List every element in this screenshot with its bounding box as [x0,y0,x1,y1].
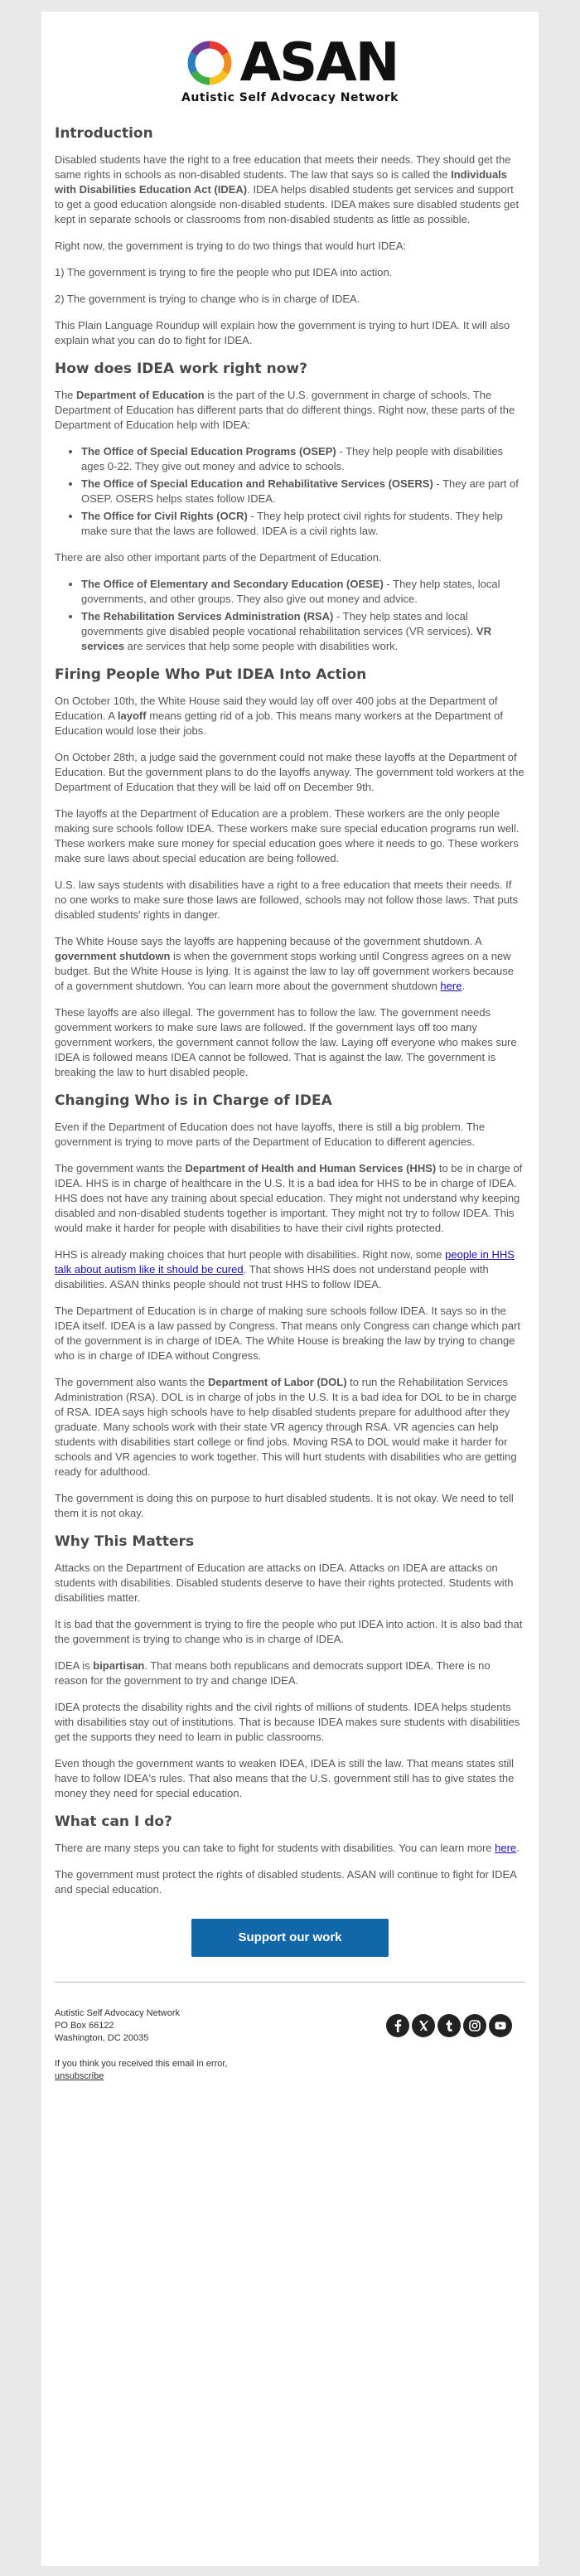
list-item: • The Rehabilitation Services Administration (RSA) - They help states and local governments give disabled people vocational rehabilitation services (VR services). VR services are services that help some people with disabilities work. [81,609,525,654]
footer [55,2007,525,2083]
youtube-icon[interactable] [489,2014,512,2037]
why-paragraph: IDEA is bipartisan. That means both republicans and democrats support IDEA. There is no reason for the government to try and change IDEA. [55,1659,491,1687]
logo-tagline: Autistic Self Advocacy Network [181,91,399,104]
why-heading: Why This Matters [55,1533,195,1550]
changing-paragraph: Even if the Department of Education does not have layoffs, there is still a big problem. The government is trying to move parts of the Department of Education to different agencies. [55,1121,486,1148]
why-paragraph: Attacks on the Department of Education are attacks on IDEA. Attacks on IDEA are attacks on students with disabilities. Disabled students deserve to have their rights protected. Students with disabilities matter. [55,1562,514,1604]
footer-divider [55,1982,525,1983]
support-our-work-button[interactable]: Support our work [191,1919,389,1957]
what-heading: What can I do? [55,1813,172,1830]
instagram-icon[interactable] [463,2014,486,2037]
changing-paragraph: HHS is already making choices that hurt people with disabilities. Right now, some people in HHS talk about autism like it should be cured. That shows HHS does not understand people with disabilities. ASAN thinks people should not trust HHS to follow IDEA. [55,1248,515,1290]
firing-paragraph: On October 28th, a judge said the government could not make these layoffs at the Department of Education. But the government plans to do the layoffs anyway. The government told workers at the Department of Education that they will be laid off on December 9th. [55,751,524,793]
hhs-autism-link[interactable]: people in HHS talk about autism like it should be cured [55,1248,515,1276]
intro-paragraph: 2) The government is trying to change who is in charge of IDEA. [55,293,360,305]
intro-paragraph: 1) The government is trying to fire the people who put IDEA into action. [55,266,393,278]
how-paragraph: The Department of Education is the part of the U.S. government in charge of schools. The Department of Education has different parts that do different things. Right now, these parts of the Department of Education help with IDEA: [55,389,515,431]
why-paragraph: It is bad that the government is trying to fire the people who put IDEA into action. It is also bad that the government is trying to change who is in charge of IDEA. [55,1618,523,1645]
logo-wordmark: ASAN [239,32,399,94]
how-heading: How does IDEA work right now? [55,361,307,377]
firing-paragraph: These layoffs are also illegal. The government has to follow the law. The government needs government workers to make sure laws are followed. If the government lays off too many government workers, the government cannot follow the law. Laying off everyone who makes sure IDEA is followed means IDEA cannot be followed. That is against the law. The government is breaking the law to hurt disabled people. [55,1006,517,1078]
intro-paragraph: Right now, the government is trying to do two things that would hurt IDEA: [55,240,407,252]
why-paragraph: IDEA protects the disability rights and the civil rights of millions of students. IDEA helps students with disabilities stay out of institutions. That is because IDEA makes sure students with disabilities get the supports they need to learn in public classrooms. [55,1701,520,1743]
rainbow-infinity-icon [182,38,237,88]
facebook-icon[interactable] [386,2014,409,2037]
firing-paragraph: The layoffs at the Department of Education are a problem. These workers are the only people making sure schools follow IDEA. These workers make sure special education programs run well. These workers make sure money for special education goes where it needs to go. These workers make sure laws about special education are being followed. [55,807,520,864]
intro-paragraph: This Plain Language Roundup will explain how the government is trying to hurt IDEA. It will also explain what you can do to fight for IDEA. [55,319,510,346]
changing-paragraph: The Department of Education is in charge of making sure schools follow IDEA. It says so in the IDEA itself. IDEA is a law passed by Congress. That means only Congress can change which part of the government is in charge of IDEA. The White House is breaking the law by trying to change who is in charge of IDEA without Congress. [55,1305,520,1362]
tumblr-icon[interactable] [437,2014,461,2037]
what-paragraph: The government must protect the rights of disabled students. ASAN will continue to fight for IDEA and special education. [55,1868,517,1896]
mailing-address: Autistic Self Advocacy Network PO Box 66122 Washington, DC 20035 [55,2008,181,2043]
list-item: • The Office of Special Education Programs (OSEP) - They help people with disabilities ages 0-22. They give out money and advice to schools. [81,444,525,474]
firing-paragraph: U.S. law says students with disabilities have a right to a free education that meets their needs. If no one works to make sure those laws are followed, schools may not follow those laws. That puts disabled students' rights in danger. [55,879,519,921]
newsletter-body [41,103,539,2083]
firing-paragraph: The White House says the layoffs are happening because of the government shutdown. A government shutdown is when the government stops working until Congress agrees on a new budget. But the White House is lying. It is against the law to lay off government workers because of a government shutdown. You can learn more about the government shutdown here. [55,935,514,992]
other-offices-list [55,577,525,654]
unsubscribe-link[interactable]: unsubscribe [55,2071,104,2081]
offices-list [55,444,525,539]
list-item: • The Office of Elementary and Secondary Education (OESE) - They help states, local governments, and other groups. They also give out money and advice. [81,577,525,607]
email-card [41,12,539,2566]
firing-paragraph: On October 10th, the White House said they would lay off over 400 jobs at the Department of Education. A layoff means getting rid of a job. This means many workers at the Department of Education would lose their jobs. [55,695,503,737]
intro-paragraph: Disabled students have the right to a free education that meets their needs. They should get the same rights in schools as non-disabled students. The law that says so is called the Individuals with Disabilities Education Act (IDEA). IDEA helps disabled students get services and support to get a good education alongside non-disabled students. IDEA makes sure disabled students get kept in separate schools or classrooms from non-disabled students as little as possible. [55,153,520,225]
why-paragraph: Even though the government wants to weaken IDEA, IDEA is still the law. That means states still have to follow IDEA's rules. That also means that the U.S. government still has to give states the money they need for special education. [55,1757,515,1799]
changing-heading: Changing Who is in Charge of IDEA [55,1092,332,1109]
x-icon[interactable] [412,2014,435,2037]
how-paragraph: There are also other important parts of the Department of Education. [55,551,382,564]
changing-paragraph: The government is doing this on purpose to hurt disabled students. It is not okay. We need to tell them it is not okay. [55,1492,514,1519]
what-paragraph: There are many steps you can take to fight for students with disabilities. You can learn more here. [55,1842,520,1854]
firing-heading: Firing People Who Put IDEA Into Action [55,666,367,683]
list-item: • The Office of Special Education and Rehabilitative Services (OSERS) - They are part of OSEP. OSERS helps states follow IDEA. [81,477,525,506]
changing-paragraph: The government also wants the Department of Labor (DOL) to run the Rehabilitation Services Administration (RSA). DOL is in charge of jobs in the U.S. It is a bad idea for DOL to be in charge of RSA. IDEA says high schools have to help disabled students prepare for adulthood after they graduate. Many schools work with their state VR agency through RSA. VR agencies can help students with disabilities start college or find jobs. Moving RSA to DOL would make it harder for schools and VR agencies to work together. This will hurt students with disabilities who are getting ready for adulthood. [55,1376,517,1478]
shutdown-link[interactable]: here [440,980,462,992]
unsubscribe-note: If you think you received this email in error, unsubscribe [55,2059,228,2081]
asan-logo [41,12,539,103]
social-links [386,2014,512,2037]
changing-paragraph: The government wants the Department of Health and Human Services (HHS) to be in charge of IDEA. HHS is in charge of healthcare in the U.S. It is a bad idea for HHS to be in charge of IDEA. HHS does not have any training about special education. They might not understand why keeping disabled and non-disabled students together is important. They might not try to follow IDEA. This would make it harder for people with disabilities to have their civil rights protected. [55,1162,523,1234]
learn-more-link[interactable]: here [495,1842,517,1854]
list-item: • The Office for Civil Rights (OCR) - They help protect civil rights for students. They help make sure that the laws are followed. IDEA is a civil rights law. [81,509,525,539]
intro-heading: Introduction [55,125,153,142]
